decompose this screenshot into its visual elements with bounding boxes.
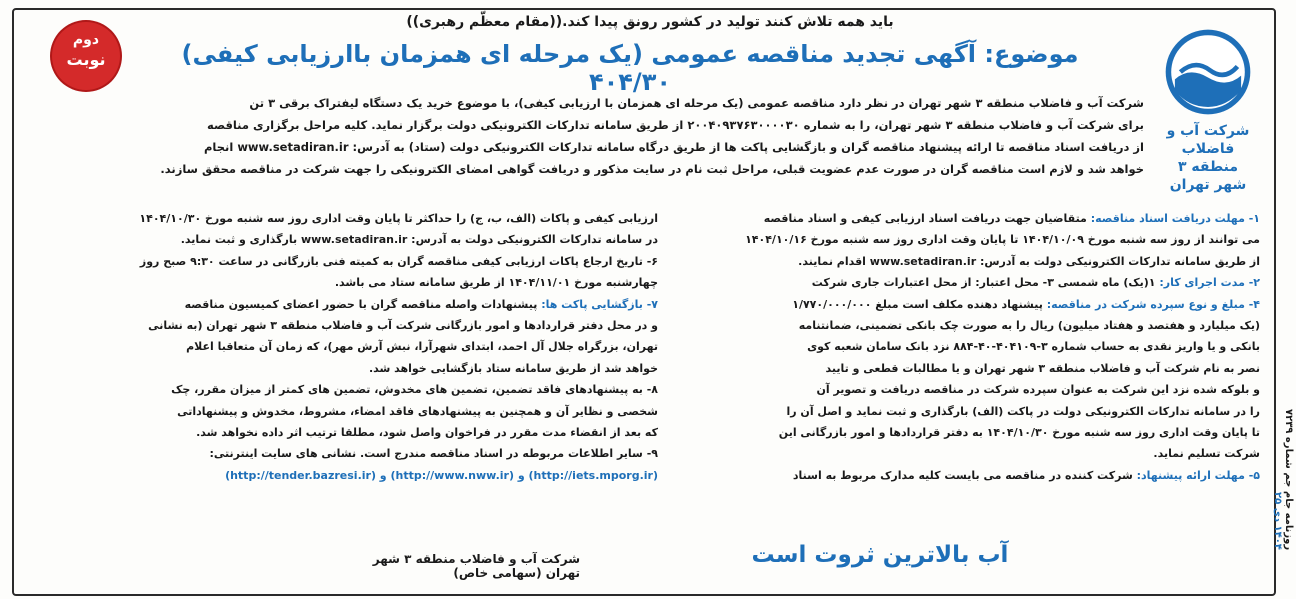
clause-text: تهران، بزرگراه جلال آل احمد، ابتدای شهرآرا، نبش آرش مهر)، که زمان آن متعاقبا اعلام <box>186 340 658 354</box>
leader-motto: باید همه تلاش کنند تولید در کشور رونق پیدا کند.((مقام معظّم رهبری)) <box>406 14 894 30</box>
clause-line <box>670 294 1260 315</box>
water-drop-icon <box>1162 26 1254 118</box>
clause-heading: ۴- مبلغ و نوع سپرده شرکت در مناقصه: <box>1042 297 1260 311</box>
clause-line <box>670 229 1260 250</box>
logo-line-3: شهر تهران <box>1169 177 1247 193</box>
clause-text: ۹- سایر اطلاعات مربوطه در اسناد مناقصه مندرج است. نشانی های سایت اینترنتی: <box>209 447 658 461</box>
clause-text: در سامانه تدارکات الکترونیکی دولت به آدرس: www.setadiran.ir بارگذاری و ثبت نماید. <box>180 233 658 247</box>
intro-line: خواهد شد و لازم است مناقصه گران در صورت عدم عضویت قبلی، مراحل ثبت نام در سایت مذکور و دریافت گواهی امضای الکترونیکی را جهت شرکت در مناقصه محقق سازند. <box>160 162 1144 176</box>
notice-title: موضوع: آگهی تجدید مناقصه عمومی (یک مرحله ای همزمان باارزیابی کیفی) ۴۰۴/۳۰ <box>181 40 1079 96</box>
clause-heading: ۷- بازگشایی پاکت ها: <box>537 297 658 311</box>
logo-line-2: منطقه ۳ <box>1177 159 1238 175</box>
clause-text: خواهد شد از طریق سامانه ستاد بازگشایی خواهد شد. <box>368 361 658 375</box>
clause-line <box>670 358 1260 379</box>
clause-text: می توانند از روز سه شنبه مورخ ۱۴۰۴/۱۰/۰۹ تا پایان وقت اداری روز سه شنبه مورخ ۱۴۰۴/۱۰/۱۶ <box>745 233 1260 247</box>
clause-text: بانکی و یا واریز نقدی به حساب شماره ۳-۴۰۴۱۰۹-۴۰-۸۸۴ نزد بانک سامان شعبه کوی <box>807 340 1260 354</box>
intro-paragraph <box>44 92 1144 180</box>
clause-text: که بعد از انقضاء مدت مقرر در فراخوان واصل شود، مطلقا ترتیب اثر داده نخواهد شد. <box>196 426 658 440</box>
clause-text: پیشنهادات واصله مناقصه گران با حضور اعضای کمیسیون مناقصه <box>184 297 538 311</box>
clause-line <box>670 465 1260 486</box>
clause-text: پیشنهاد دهنده مکلف است مبلغ ۱/۷۷۰/۰۰۰/۰۰۰ <box>792 297 1043 311</box>
left-column <box>68 208 658 486</box>
clause-line <box>68 229 658 250</box>
website-links[interactable]: (http://iets.mporg.ir) و (http://www.nww.ir) و (http://tender.bazresi.ir) <box>225 468 658 482</box>
clause-line <box>68 401 658 422</box>
clause-line <box>68 208 658 229</box>
badge-line-1: دوم <box>72 32 100 48</box>
clause-line <box>670 443 1260 464</box>
clause-text: را در سامانه تدارکات الکترونیکی دولت در پاکت (الف) بارگذاری و ثبت نماید و اصل آن را <box>786 404 1260 418</box>
clause-line <box>68 251 658 272</box>
clause-heading: ۱- مهلت دریافت اسناد مناقصه: <box>1086 212 1260 225</box>
clause-heading: ۵- مهلت ارائه پیشنهاد: <box>1132 468 1260 482</box>
clause-text: و بلوکه شده نزد این شرکت به عنوان سپرده شرکت در مناقصه دریافت و تصویر آن <box>816 383 1260 397</box>
clause-line <box>68 336 658 357</box>
clause-line <box>68 294 658 315</box>
clause-text: ۸- به پیشنهادهای فاقد تضمین، تضمین های مخدوش، تضمین های کمتر از میزان مقرر، چک <box>171 383 658 397</box>
newspaper-issue: روزنامه جام جم شماره ۷۲۳۹ <box>1283 408 1294 550</box>
clause-line <box>670 422 1260 443</box>
clause-line <box>670 315 1260 336</box>
company-logo <box>1148 26 1268 196</box>
clause-text: از طریق سامانه تدارکات الکترونیکی دولت به آدرس: www.setadiran.ir اقدام نمایند. <box>798 254 1260 268</box>
publication-date: ۱۴۰۴ دی ۲۵ <box>1272 492 1283 550</box>
clause-line <box>68 379 658 400</box>
intro-line: برای شرکت آب و فاضلاب منطقه ۳ شهر تهران، را به شماره ۲۰۰۴۰۹۳۷۶۳۰۰۰۰۳۰ از طریق سامانه تدارکات الکترونیکی دولت برگزار نماید. کلیه مراحل برگزاری مناقصه <box>207 118 1144 132</box>
clause-line <box>670 336 1260 357</box>
clause-text: ۶- تاریخ ارجاع پاکات ارزیابی کیفی مناقصه گران به کمیته فنی بازرگانی در ساعت ۹:۳۰ صبح روز <box>139 254 658 268</box>
right-column <box>670 208 1260 486</box>
clause-line <box>68 315 658 336</box>
company-signature: شرکت آب و فاضلاب منطقه ۳ شهر تهران (سهامی خاص) <box>372 552 580 580</box>
clause-text: شخصی و نظایر آن و همچنین به پیشنهادهای فاقد امضاء، مشروط، مخدوش و پیشنهاداتی <box>177 404 658 418</box>
clause-text: نصر به نام شرکت آب و فاضلاب منطقه ۳ شهر تهران و یا مطالبات قطعی و تایید <box>825 361 1260 375</box>
clause-text: شرکت کننده در مناقصه می بایست کلیه مدارک مربوط به اسناد <box>792 468 1133 482</box>
second-notice-badge <box>52 22 120 90</box>
clause-line <box>670 251 1260 272</box>
clause-line <box>670 401 1260 422</box>
clause-text: و در محل دفتر قراردادها و امور بازرگانی شرکت آب و فاضلاب منطقه ۳ شهر تهران (به نشانی <box>148 319 658 333</box>
slogan: آب بالاترین ثروت است <box>751 542 1009 568</box>
side-caption <box>1272 190 1294 550</box>
clause-text: ۱(یک) ماه شمسی ۳- محل اعتبار: از محل اعتبارات جاری شرکت <box>811 276 1156 290</box>
clause-text: شرکت تسلیم نماید. <box>1153 447 1260 461</box>
clause-line <box>670 272 1260 293</box>
clause-text: چهارشنبه مورخ ۱۴۰۴/۱۱/۰۱ از طریق سامانه ستاد می باشد. <box>334 276 658 290</box>
clause-line <box>68 272 658 293</box>
clause-text: (یک میلیارد و هفتصد و هفتاد میلیون) ریال را به صورت چک بانکی تضمینی، ضمانتنامه <box>798 319 1260 333</box>
badge-line-2: نوبت <box>66 50 106 69</box>
clause-line <box>68 465 658 486</box>
clause-text: ارزیابی کیفی و پاکات (الف، ب، ج) را حداکثر تا پایان وقت اداری روز سه شنبه مورخ ۱۴۰۴/۱۰/۳۰ <box>139 212 658 225</box>
clause-line <box>68 422 658 443</box>
clause-heading: ۲- مدت اجرای کار: <box>1155 276 1260 290</box>
clause-text: تا پایان وقت اداری روز سه شنبه مورخ ۱۴۰۴/۱۰/۳۰ به دفتر قراردادها و امور بازرگانی این <box>778 426 1260 440</box>
clause-line <box>68 358 658 379</box>
logo-line-1: شرکت آب و فاضلاب <box>1166 123 1250 157</box>
intro-line: شرکت آب و فاضلاب منطقه ۳ شهر تهران در نظر دارد مناقصه عمومی (یک مرحله ای همزمان با ارزیابی کیفی)، با موضوع خرید یک دستگاه لیفتراک برقی ۳ تن <box>249 96 1144 110</box>
clause-line <box>670 379 1260 400</box>
intro-line: از دریافت اسناد مناقصه تا ارائه پیشنهاد مناقصه گران و بازگشایی پاکت ها از طریق درگاه سامانه تدارکات الکترونیکی دولت (ستاد) به آدرس: www.setadiran.ir انجام <box>204 140 1144 154</box>
clause-line <box>670 208 1260 229</box>
clause-line <box>68 443 658 464</box>
clause-text: متقاضیان جهت دریافت اسناد ارزیابی کیفی و اسناد مناقصه <box>763 212 1087 225</box>
